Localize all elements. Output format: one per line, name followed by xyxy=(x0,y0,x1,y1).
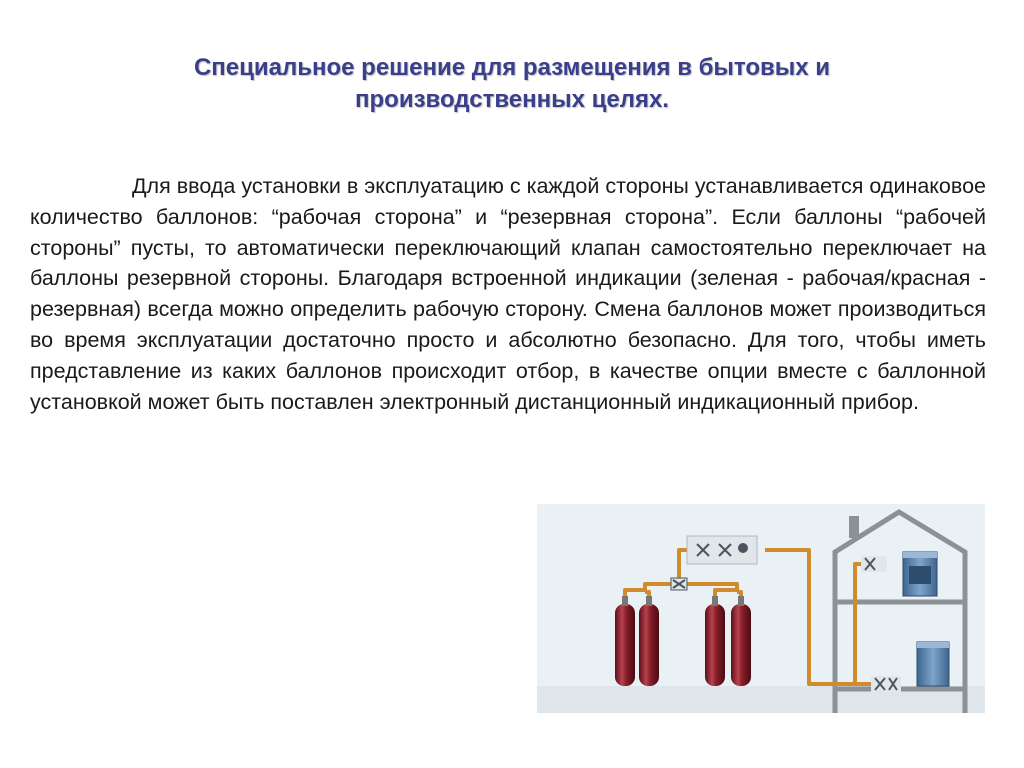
stove-icon xyxy=(903,552,937,596)
boiler-valve-icon xyxy=(871,676,901,692)
gas-cylinder-installation-illustration xyxy=(537,504,985,713)
regulator-valve-icon xyxy=(687,536,757,564)
slide-title: Специальное решение для размещения в бытовых и производственных целях. xyxy=(193,54,831,113)
cylinder-icon xyxy=(615,596,635,686)
cylinder-icon xyxy=(705,596,725,686)
boiler-icon xyxy=(917,642,949,686)
cylinder-icon xyxy=(639,596,659,686)
cylinder-icon xyxy=(731,596,751,686)
stove-valve-icon xyxy=(861,556,887,572)
slide-body-text: Для ввода установки в эксплуатацию с каждой стороны устанавливается одинаковое количество баллонов: “рабочая сторона” и “резервная сторона”. Если баллоны “рабочей стороны” пусты, то автоматически переключающий клапан самостоятельно переключает на баллоны резервной стороны. Благодаря встроенной индикации (зеленая - рабочая/красная - резервная) всегда можно определить рабочую сторону. Смена баллонов может производиться во время эксплуатации достаточно просто и абсолютно безопасно. Для того, чтобы иметь представление из каких баллонов происходит отбор, в качестве опции вместе с баллонной установкой может быть поставлен электронный дистанционный индикационный прибор. xyxy=(30,174,986,414)
chimney xyxy=(849,516,859,538)
changeover-valve-icon xyxy=(671,578,687,590)
